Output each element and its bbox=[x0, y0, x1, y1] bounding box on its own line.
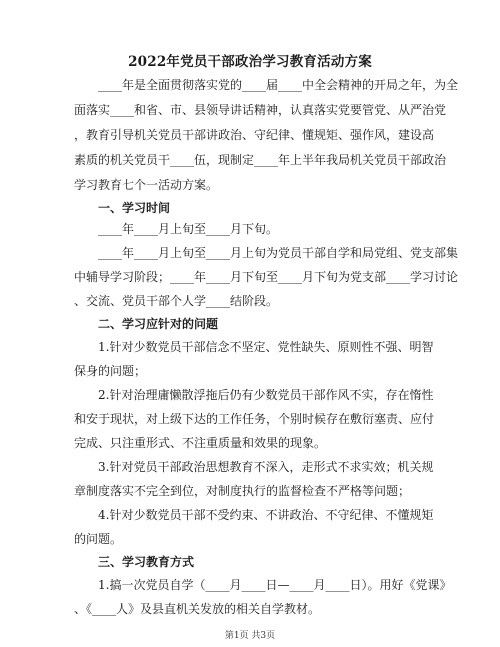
paragraph-line: 章制度落实不完全到位，对制度执行的监督检查不严格等问题； bbox=[74, 484, 411, 498]
paragraph-line: 、交流、党员干部个人学____结阶段。 bbox=[74, 294, 279, 308]
paragraph-line: ，教育引导机关党员干部讲政治、守纪律、懂规矩、强作风，建设高 bbox=[74, 128, 435, 142]
paragraph-line: 完成、只注重形式、不注重质量和效果的现象。 bbox=[74, 436, 327, 450]
paragraph-line: 保身的问题； bbox=[74, 364, 147, 378]
paragraph-line: ____年____月上旬至____月下旬。 bbox=[98, 222, 279, 236]
page-footer: 第1页 共3页 bbox=[224, 631, 276, 641]
section-heading: 一、学习时间 bbox=[98, 201, 171, 215]
paragraph-line: 的问题。 bbox=[74, 532, 123, 546]
paragraph-line: 学习教育七个一活动方案。 bbox=[74, 178, 219, 192]
section-heading: 三、学习教育方式 bbox=[98, 555, 195, 569]
paragraph-line: 1.针对少数党员干部信念不坚定、党性缺失、原则性不强、明智 bbox=[98, 340, 434, 354]
paragraph-line: 1.搞一次党员自学（____月____日—____月____日）。用好《党课》 bbox=[98, 578, 452, 592]
paragraph-line: 和安于现状，对上级下达的工作任务，个别时候存在敷衍塞责、应付 bbox=[74, 412, 435, 426]
paragraph-line: 4.针对少数党员干部不受约束、不讲政治、不守纪律、不懂规矩 bbox=[98, 508, 434, 522]
paragraph-line: 中辅导学习阶段；____年____月下旬至____月下旬为党支部____学习讨论 bbox=[74, 270, 459, 284]
paragraph-line: 3.针对党员干部政治思想教育不深入，走形式不求实效；机关规 bbox=[98, 460, 434, 474]
paragraph-line: ____年____月上旬至____月上旬为党员干部自学和局党组、党支部集 bbox=[98, 246, 459, 260]
paragraph-line: 、《____人》及县直机关发放的相关自学教材。 bbox=[74, 602, 321, 616]
paragraph-line: ____年是全面贯彻落实党的____届____中全会精神的开局之年，为全 bbox=[98, 78, 459, 92]
paragraph-line: 素质的机关党员干____伍，现制定____年上半年我局机关党员干部政治 bbox=[74, 153, 447, 167]
document-title: 2022年党员干部政治学习教育活动方案 bbox=[128, 54, 372, 70]
paragraph-line: 2.针对治理庸懒散浮拖后仍有少数党员干部作风不实，存在惰性 bbox=[98, 388, 434, 402]
section-heading: 二、学习应针对的问题 bbox=[98, 317, 219, 331]
paragraph-line: 面落实____和省、市、县领导讲话精神，认真落实党要管党、从严治党 bbox=[74, 103, 447, 117]
